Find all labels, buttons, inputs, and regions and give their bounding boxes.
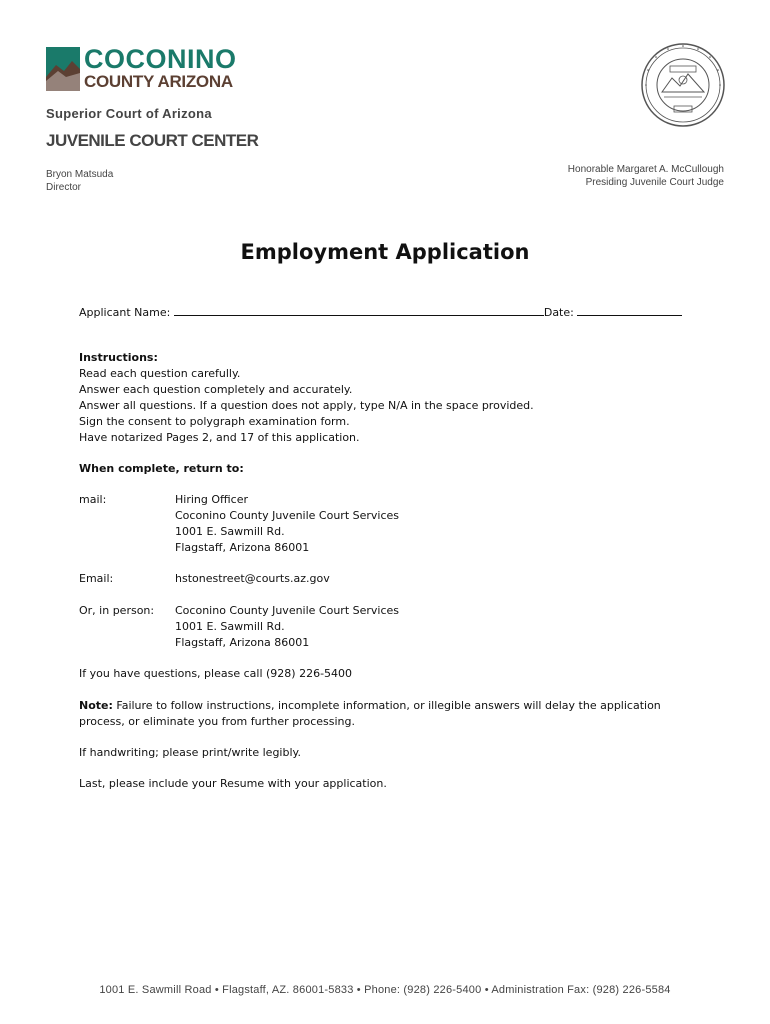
applicant-name-line (174, 303, 544, 316)
applicant-name-label: Applicant Name: (79, 306, 171, 319)
address-line: Hiring Officer (175, 493, 248, 506)
instructions-block (79, 350, 534, 446)
questions-text: If you have questions, please call (928) 226-5400 (79, 667, 353, 680)
document-title: Employment Application (240, 240, 530, 264)
address-line: 1001 E. Sawmill Rd. (175, 525, 285, 538)
note-text: Failure to follow instructions, incomplete information, or illegible answers will delay the application process, or eliminate you from further processing. (79, 699, 661, 728)
note-paragraph (79, 698, 699, 730)
resume-text: Last, please include your Resume with your application. (79, 777, 387, 790)
handwriting-text: If handwriting; please print/write legibly. (79, 746, 301, 759)
director-name: Bryon Matsuda (46, 169, 114, 180)
footer-address: 1001 E. Sawmill Road • Flagstaff, AZ. 86001-5833 • Phone: (928) 226-5400 • Administration Fax: (928) 226-5584 (99, 984, 671, 996)
director-title: Director (46, 182, 82, 193)
email-address: hstonestreet@courts.az.gov (175, 572, 330, 585)
instructions-heading: Instructions: (79, 351, 158, 364)
instruction-item: Read each question carefully. (79, 367, 241, 380)
instruction-item: Answer all questions. If a question does not apply, type N/A in the space provided. (79, 399, 534, 412)
address-line: Coconino County Juvenile Court Services (175, 509, 400, 522)
date-label: Date: (543, 306, 574, 319)
in-person-label: Or, in person: (79, 604, 155, 617)
address-line: Coconino County Juvenile Court Services (175, 604, 400, 617)
superior-court-heading: Superior Court of Arizona (46, 106, 212, 121)
judge-title: Presiding Juvenile Court Judge (585, 177, 724, 188)
applicant-row (79, 303, 682, 321)
date-line (577, 303, 682, 316)
judge-name: Honorable Margaret A. McCullough (567, 164, 724, 175)
logo-wordmark-bottom: COUNTY ARIZONA (84, 72, 233, 91)
mail-address (175, 492, 399, 556)
juvenile-court-center-heading: JUVENILE COURT CENTER (46, 131, 259, 150)
instruction-item: Have notarized Pages 2, and 17 of this application. (79, 431, 360, 444)
email-label: Email: (79, 572, 114, 585)
address-line: 1001 E. Sawmill Rd. (175, 620, 285, 633)
coconino-logo-icon (46, 47, 80, 91)
logo-wordmark-top: COCONINO (84, 44, 237, 74)
mail-label: mail: (79, 493, 107, 506)
instruction-item: Sign the consent to polygraph examination form. (79, 415, 350, 428)
address-line: Flagstaff, Arizona 86001 (175, 541, 310, 554)
return-heading: When complete, return to: (79, 462, 244, 475)
address-line: Flagstaff, Arizona 86001 (175, 636, 310, 649)
in-person-address (175, 603, 399, 651)
state-seal-icon (640, 42, 726, 128)
instruction-item: Answer each question completely and accurately. (79, 383, 353, 396)
note-label: Note: (79, 699, 113, 712)
